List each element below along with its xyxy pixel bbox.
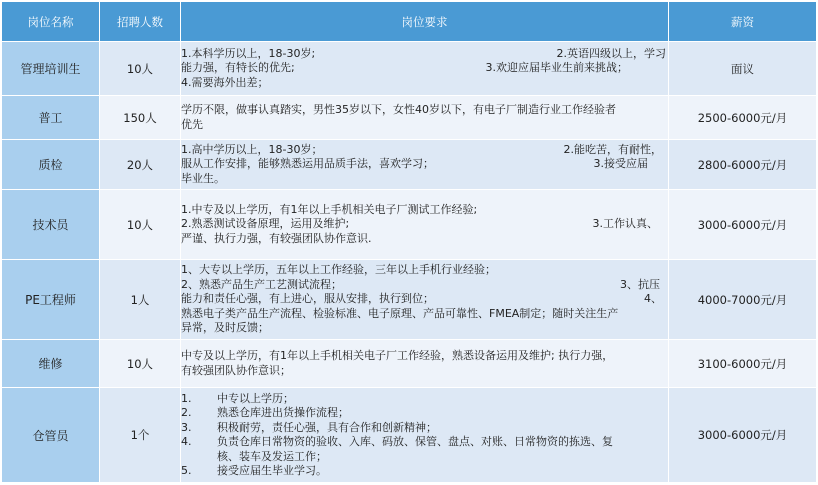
header-salary: 薪资 [669, 2, 817, 42]
req-line: 有较强团队协作意识； [181, 363, 291, 377]
req-line-right: 3.接受应届 [593, 157, 648, 171]
item-number: 2. [181, 406, 192, 419]
req-line: 1、大专以上学历，五年以上工作经验，三年以上手机行业经验； [181, 263, 496, 277]
requirements [181, 190, 669, 260]
req-line-right: 4、 [644, 292, 662, 306]
req-line-right: 3、抗压 [620, 277, 660, 291]
hire-count: 10人 [100, 340, 181, 388]
table-header-row [2, 2, 817, 42]
table-row [2, 388, 817, 483]
req-line: 熟悉电子类产品生产流程、检验标准、电子原理、产品可靠性、FMEA制定；随时关注生产 [181, 306, 619, 320]
item-number: 3. [181, 420, 192, 434]
req-line: 学历不限，做事认真踏实，男性35岁以下，女性40岁以下，有电子厂制造行业工作经验者 [181, 103, 616, 116]
salary: 2500-6000元/月 [669, 96, 817, 140]
req-line: 能力强，有特长的优先; [181, 61, 295, 75]
position-name: 质检 [2, 140, 100, 190]
req-line-right: 2.能吃苦，有耐性， [563, 142, 662, 156]
table-row [2, 42, 817, 96]
hire-count: 150人 [100, 96, 181, 140]
recruitment-table [1, 1, 817, 483]
req-line: 1.高中学历以上，18-30岁； [181, 142, 323, 156]
position-name: 技术员 [2, 190, 100, 260]
position-name: PE工程师 [2, 260, 100, 340]
req-item: 积极耐劳，责任心强，具有合作和创新精神； [217, 420, 437, 434]
table-row [2, 96, 817, 140]
req-item: 熟悉仓库进出货操作流程； [217, 406, 349, 419]
position-name: 管理培训生 [2, 42, 100, 96]
table-row [2, 260, 817, 340]
hire-count: 10人 [100, 190, 181, 260]
salary: 面议 [669, 42, 817, 96]
table-row [2, 340, 817, 388]
hire-count: 20人 [100, 140, 181, 190]
req-line: 能力和责任心强，有上进心，服从安排，执行到位； [181, 292, 434, 306]
req-line: 服从工作安排，能够熟悉运用品质手法，喜欢学习； [181, 157, 434, 171]
req-item: 中专以上学历； [217, 391, 294, 405]
req-line-right: 3.欢迎应届毕业生前来挑战； [485, 61, 628, 75]
salary: 3100-6000元/月 [669, 340, 817, 388]
header-requirements: 岗位要求 [181, 2, 669, 42]
req-line: 严谨、执行力强，有较强团队协作意识. [181, 231, 372, 245]
salary: 3000-6000元/月 [669, 388, 817, 483]
item-number: 4. [181, 435, 192, 448]
requirements [181, 388, 669, 483]
requirements [181, 42, 669, 96]
header-position: 岗位名称 [2, 2, 100, 42]
req-line: 优先 [181, 117, 203, 131]
req-line: 4.需要海外出差； [181, 75, 269, 89]
table-row [2, 190, 817, 260]
item-number: 5. [181, 464, 192, 477]
hire-count: 1人 [100, 260, 181, 340]
position-name: 仓管员 [2, 388, 100, 483]
position-name: 普工 [2, 96, 100, 140]
item-number: 1. [181, 391, 192, 405]
table-row [2, 140, 817, 190]
req-line: 1.本科学历以上，18-30岁; [181, 46, 316, 60]
salary: 2800-6000元/月 [669, 140, 817, 190]
req-item: 负责仓库日常物资的验收、入库、码放、保管、盘点、对账、日常物资的拣选、复 [217, 435, 613, 448]
header-count: 招聘人数 [100, 2, 181, 42]
req-line: 中专及以上学历，有1年以上手机相关电子厂工作经验，熟悉设备运用及维护; 执行力强， [181, 349, 614, 362]
hire-count: 10人 [100, 42, 181, 96]
req-line: 异常，及时反馈； [181, 321, 269, 335]
req-line-right: 3.工作认真、 [592, 217, 658, 231]
req-line: 1.中专及以上学历，有1年以上手机相关电子厂测试工作经验; [181, 202, 478, 216]
salary: 4000-7000元/月 [669, 260, 817, 340]
req-item: 核、装车及发运工作； [217, 449, 327, 463]
requirements [181, 260, 669, 340]
requirements [181, 96, 669, 140]
position-name: 维修 [2, 340, 100, 388]
salary: 3000-6000元/月 [669, 190, 817, 260]
req-line: 2.熟悉测试设备原理，运用及维护; [181, 217, 350, 231]
req-line: 毕业生。 [181, 171, 225, 185]
req-line-right: 2.英语四级以上，学习 [556, 46, 666, 60]
requirements [181, 340, 669, 388]
requirements [181, 140, 669, 190]
hire-count: 1个 [100, 388, 181, 483]
req-item: 接受应届生毕业学习。 [217, 464, 327, 477]
req-line: 2、熟悉产品生产工艺测试流程； [181, 277, 342, 291]
